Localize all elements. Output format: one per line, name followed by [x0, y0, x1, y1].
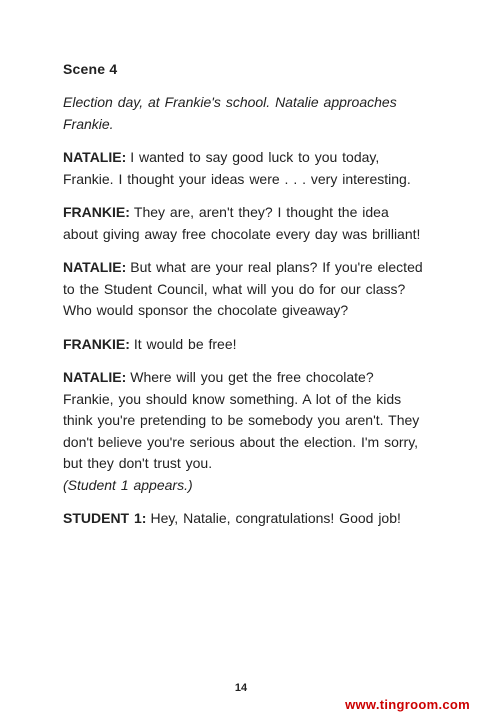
dialogue-text: But what are your real plans? If you're elected to the Student Council, what will you do for our class? Who would sponsor the chocolate giveaway? [63, 259, 423, 318]
speaker-name: FRANKIE: [63, 204, 130, 220]
script-page [63, 61, 423, 542]
dialogue-text: They are, aren't they? I thought the idea about giving away free chocolate every day was brilliant! [63, 204, 421, 242]
dialogue-line [63, 334, 423, 356]
dialogue-text: Where will you get the free chocolate? Frankie, you should know something. A lot of the kids think you're pretending to be somebody you aren't. They don't believe you're serious about the election. I'm sorry, but they don't trust you. [63, 369, 420, 471]
dialogue-text: Hey, Natalie, congratulations! Good job! [150, 510, 401, 526]
speaker-name: FRANKIE: [63, 335, 130, 352]
dialogue-line [63, 202, 423, 245]
dialogue-text: It would be free! [133, 335, 237, 352]
site-watermark: www.tingroom.com [345, 697, 470, 712]
dialogue-line [63, 367, 423, 496]
dialogue-line [63, 257, 423, 322]
speaker-name: NATALIE: [63, 149, 127, 165]
stage-direction: (Student 1 appears.) [63, 476, 193, 493]
speaker-name: STUDENT 1: [63, 510, 147, 526]
dialogue-line [63, 508, 423, 530]
scene-title: Scene 4 [63, 61, 118, 77]
dialogue-line [63, 147, 423, 190]
speaker-name: NATALIE: [63, 259, 127, 275]
dialogue-text: I wanted to say good luck to you today, Frankie. I thought your ideas were . . . very interesting. [63, 149, 411, 187]
scene-setting: Election day, at Frankie's school. Natalie approaches Frankie. [63, 94, 397, 132]
speaker-name: NATALIE: [63, 369, 127, 385]
page-number: 14 [234, 682, 248, 694]
